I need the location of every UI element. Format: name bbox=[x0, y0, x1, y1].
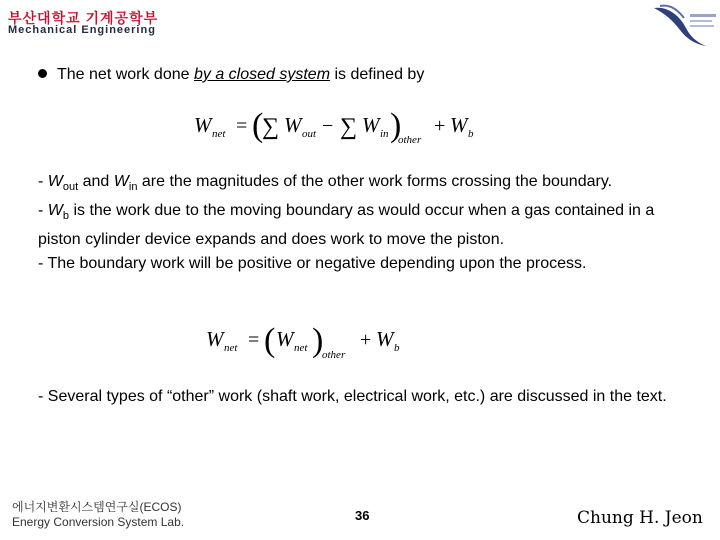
explanation-paragraph: - $W_{out}$ and $W_{in}$ are the magnitudes of the other work forms crossing the boundary. - $W_b$ is the work due to the moving boundary as would occur when a gas contained in a piston cylinder device expands and does work to move the piston. - The boundary work will be positive or negative depending upon the process. bbox=[38, 173, 655, 273]
svg-text:−: − bbox=[322, 115, 334, 137]
equation-net-work bbox=[192, 104, 482, 150]
lab-name-english: Energy Conversion System Lab. bbox=[12, 515, 185, 529]
svg-text:b: b bbox=[468, 128, 474, 140]
bullet-icon bbox=[38, 69, 47, 78]
svg-text:net: net bbox=[224, 342, 238, 354]
svg-text:(: ( bbox=[264, 322, 276, 359]
university-emblem-icon bbox=[650, 2, 718, 48]
svg-text:other: other bbox=[322, 349, 346, 361]
lab-name-korean: 에너지변환시스템연구실(ECOS) bbox=[12, 500, 182, 514]
svg-text:(: ( bbox=[252, 107, 264, 144]
author-name: Chung H. Jeon bbox=[577, 508, 703, 528]
svg-text:out: out bbox=[302, 128, 317, 140]
svg-text:net: net bbox=[294, 342, 308, 354]
underlined-phrase: by a closed system bbox=[193, 66, 331, 83]
svg-text:+: + bbox=[360, 329, 372, 351]
svg-text:W: W bbox=[206, 327, 224, 351]
svg-text:b: b bbox=[394, 342, 400, 354]
bullet-statement: The net work done by a closed system is defined by bbox=[38, 66, 424, 84]
svg-text:=: = bbox=[236, 115, 248, 137]
svg-text:net: net bbox=[212, 128, 226, 140]
svg-text:W: W bbox=[362, 113, 380, 137]
svg-text:+: + bbox=[434, 115, 446, 137]
svg-text:W: W bbox=[450, 113, 468, 137]
page-number: 36 bbox=[355, 508, 370, 523]
svg-text:=: = bbox=[248, 329, 260, 351]
svg-text:in: in bbox=[380, 128, 389, 140]
svg-text:): ) bbox=[312, 322, 324, 359]
other-work-paragraph: - Several types of “other” work (shaft work, electrical work, etc.) are discussed in the text. bbox=[38, 388, 667, 405]
svg-text:W: W bbox=[284, 113, 302, 137]
department-title: Mechanical Engineering bbox=[8, 24, 156, 36]
svg-text:∑: ∑ bbox=[340, 114, 358, 140]
svg-text:W: W bbox=[276, 327, 294, 351]
svg-text:∑: ∑ bbox=[262, 114, 280, 140]
svg-text:): ) bbox=[390, 107, 402, 144]
svg-text:W: W bbox=[194, 113, 212, 137]
university-korean-title: 부산대학교 기계공학부 bbox=[8, 10, 159, 26]
svg-text:other: other bbox=[398, 134, 422, 146]
equation-net-work-simplified bbox=[204, 320, 414, 364]
svg-text:W: W bbox=[376, 327, 394, 351]
